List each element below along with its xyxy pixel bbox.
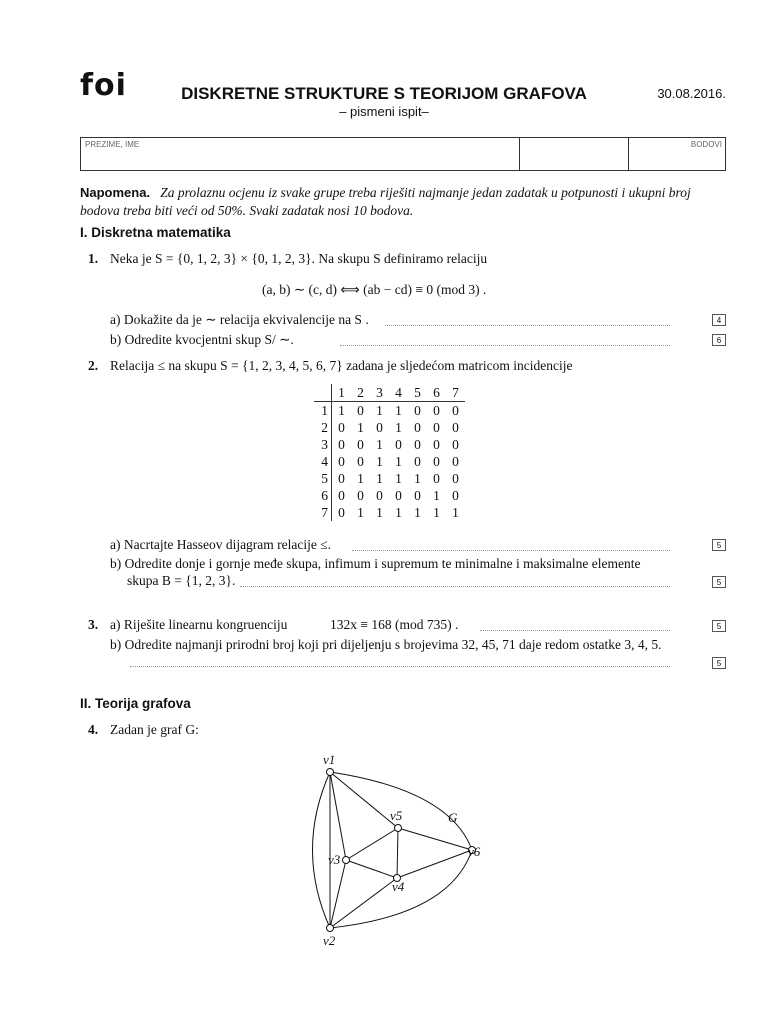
dotted-leader [480,630,670,631]
points-box: 5 [712,657,726,669]
matrix-cell: 1 [433,505,440,520]
matrix-cell: 1 [395,454,402,469]
subquestion: a) Riješite linearnu kongruenciju [110,617,288,632]
matrix-col-header: 1 [332,384,352,402]
name-label: PREZIME, IME [85,140,140,149]
matrix-col-header: 5 [408,384,427,402]
matrix-cell: 0 [414,420,421,435]
matrix-cell: 0 [414,454,421,469]
matrix-row [314,419,465,436]
matrix-row-header: 1 [314,402,332,420]
edge-v5-v6 [398,828,472,850]
edge-v4-v5 [397,828,398,878]
exam-subtitle: – pismeni ispit– [339,104,429,119]
dotted-leader [340,345,670,346]
matrix-cell: 0 [452,471,459,486]
edge-v1-v3 [330,772,346,860]
matrix-cell: 1 [376,505,383,520]
matrix-col-header: 7 [446,384,465,402]
exam-title: DISKRETNE STRUKTURE S TEORIJOM GRAFOVA [181,84,587,103]
matrix-cell: 0 [452,437,459,452]
section-heading: II. Teorija grafova [80,696,191,711]
edge-v3-v4 [346,860,397,878]
matrix-col-header: 6 [427,384,446,402]
name-points-box [80,137,726,171]
matrix-cell: 0 [395,437,402,452]
note-text: Za prolaznu ocjenu iz svake grupe treba riješiti najmanje jedan zadatak u potpunosti i ukupni broj bodova treba biti veći od 50%. Svaki zadatak nosi 10 bodova. [80,185,691,218]
vertex-label-v4: v4 [392,879,405,894]
matrix-row [314,470,465,487]
matrix-row [314,436,465,453]
points-box: 5 [712,576,726,588]
question-number: 1. [88,251,99,266]
vertex-v2 [327,925,334,932]
subquestion: b) Odredite najmanji prirodni broj koji pri dijeljenju s brojevima 32, 45, 71 daje redom ostatke 3, 4, 5. [110,637,662,652]
matrix-cell: 1 [338,403,345,418]
points-box: 4 [712,314,726,326]
matrix-cell: 0 [338,420,345,435]
matrix-cell: 1 [357,471,364,486]
exam-date: 30.08.2016. [657,86,726,101]
matrix-col-header: 2 [351,384,370,402]
matrix-row-header: 5 [314,470,332,487]
subquestion: b) Odredite donje i gornje međe skupa, infimum i supremum te minimalne i maksimalne elemente [110,556,641,571]
question-text: Neka je S = {0, 1, 2, 3} × {0, 1, 2, 3}. Na skupu S definiramo relaciju [110,251,488,266]
foi-logo: foi [80,68,127,103]
matrix-cell: 1 [395,420,402,435]
matrix-cell: 0 [452,403,459,418]
edge-v1-v2-outer [313,772,331,928]
exam-note [80,184,730,220]
matrix-cell: 1 [357,420,364,435]
matrix-cell: 0 [433,437,440,452]
matrix-cell: 0 [338,471,345,486]
matrix-cell: 1 [357,505,364,520]
points-label: BODOVI [690,140,722,149]
matrix-cell: 0 [433,403,440,418]
incidence-matrix [314,384,465,521]
dotted-leader [240,586,670,587]
question-text: Relacija ≤ na skupu S = {1, 2, 3, 4, 5, 6, 7} zadana je sljedećom matricom incidencije [110,358,573,373]
matrix-cell: 0 [414,488,421,503]
matrix-cell: 0 [357,454,364,469]
matrix-row-header: 2 [314,419,332,436]
matrix-cell: 1 [414,471,421,486]
matrix-cell: 0 [395,488,402,503]
vertex-label-v6: v6 [468,844,481,859]
matrix-row [314,402,465,420]
matrix-row-header: 4 [314,453,332,470]
matrix-cell: 0 [338,505,345,520]
matrix-cell: 0 [452,454,459,469]
matrix-cell: 0 [357,403,364,418]
matrix-cell: 0 [357,488,364,503]
matrix-cell: 1 [395,403,402,418]
matrix-cell: 0 [338,488,345,503]
matrix-cell: 0 [376,420,383,435]
question-number: 4. [88,722,99,737]
matrix-cell: 1 [376,403,383,418]
matrix-col-header: 3 [370,384,389,402]
subquestion: a) Nacrtajte Hasseov dijagram relacije ≤. [110,537,332,552]
matrix-cell: 1 [433,488,440,503]
question-number: 3. [88,617,99,632]
matrix-cell: 1 [395,471,402,486]
box-divider [628,138,629,170]
dotted-leader [352,550,670,551]
matrix-row-header: 3 [314,436,332,453]
section-heading: I. Diskretna matematika [80,225,231,240]
vertex-label-v3: v3 [328,852,341,867]
vertex-label-v2: v2 [323,933,336,948]
congruence-formula: 132x ≡ 168 (mod 735) . [330,617,459,632]
question-text: Zadan je graf G: [110,722,199,737]
matrix-cell: 0 [452,420,459,435]
vertex-v5 [395,825,402,832]
dotted-leader [385,325,670,326]
subquestion: b) Odredite kvocjentni skup S/ ∼. [110,332,294,347]
matrix-cell: 1 [376,471,383,486]
matrix-cell: 0 [376,488,383,503]
graph-label: G [448,810,458,825]
matrix-cell: 0 [338,437,345,452]
graph-g [300,750,500,960]
matrix-cell: 1 [414,505,421,520]
edge-v4-v6 [397,850,472,878]
matrix-corner [314,384,332,402]
matrix-cell: 1 [376,454,383,469]
points-box: 5 [712,539,726,551]
matrix-row-header: 6 [314,487,332,504]
matrix-cell: 0 [414,403,421,418]
matrix-cell: 1 [452,505,459,520]
vertex-v3 [343,857,350,864]
matrix-cell: 1 [395,505,402,520]
matrix-col-header: 4 [389,384,408,402]
points-box: 5 [712,620,726,632]
points-box: 6 [712,334,726,346]
vertex-v1 [327,769,334,776]
matrix-cell: 0 [433,471,440,486]
box-divider [519,138,520,170]
matrix-row [314,453,465,470]
matrix-row [314,487,465,504]
subquestion-continued: skupa B = {1, 2, 3}. [127,573,236,588]
matrix-cell: 0 [338,454,345,469]
note-label: Napomena. [80,185,151,200]
matrix-cell: 0 [452,488,459,503]
matrix-row-header: 7 [314,504,332,521]
relation-formula: (a, b) ∼ (c, d) ⟺ (ab − cd) ≡ 0 (mod 3) . [262,282,487,297]
matrix-cell: 0 [433,454,440,469]
matrix-cell: 0 [357,437,364,452]
subquestion: a) Dokažite da je ∼ relacija ekvivalencije na S . [110,312,369,327]
vertex-label-v5: v5 [390,808,403,823]
vertex-label-v1: v1 [323,752,336,767]
edge-v1-v5 [330,772,398,828]
edge-v3-v5 [346,828,398,860]
matrix-row [314,504,465,521]
matrix-cell: 1 [376,437,383,452]
dotted-leader [130,666,670,667]
matrix-header-row [314,384,465,402]
question-number: 2. [88,358,99,373]
matrix-cell: 0 [414,437,421,452]
matrix-cell: 0 [433,420,440,435]
